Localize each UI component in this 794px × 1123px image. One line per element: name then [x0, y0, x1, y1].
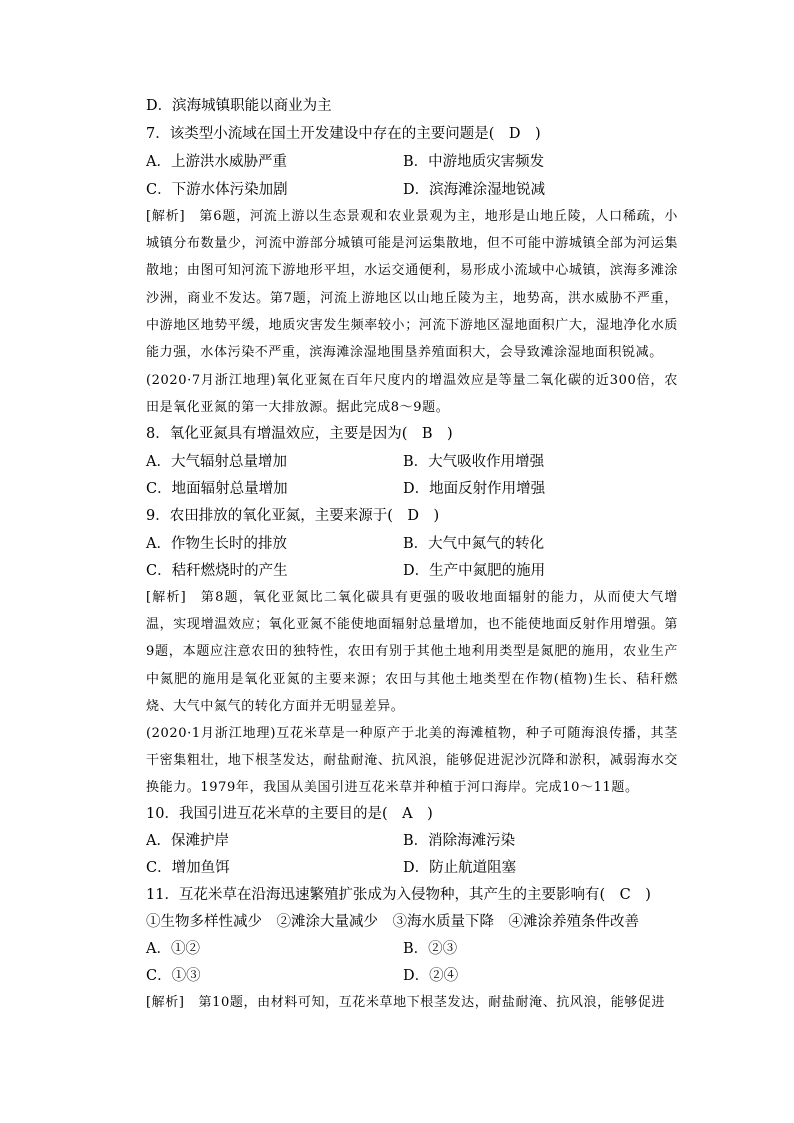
explanation-8-9 [146, 584, 678, 720]
explanation-tag: [解析] [146, 590, 187, 605]
q9-option-c: C．秸秆燃烧时的产生 [146, 563, 288, 579]
q8-option-d: D．地面反射作用增强 [403, 481, 546, 497]
explanation-10-11 [146, 989, 678, 1016]
q10-option-a: A．保滩护岸 [146, 833, 229, 849]
explanation-text: 第8题，氧化亚氮比二氧化碳具有更强的吸收地面辐射的能力，从而使大气增温，实现增温效应；氧化亚氮不能使地面辐射总量增加，也不能使地面反射作用增强。第9题，本题应注意农田的独特性，农田有别于其他土地利用类型是氮肥的施用，农业生产中氮肥的施用是氧化亚氮的主要来源；农田与其他土地类型在作物(植物)生长、秸秆燃烧、大气中氮气的转化方面并无明显差异。 [146, 590, 678, 714]
explanation-6-7 [146, 203, 678, 366]
q10-option-d: D．防止航道阻塞 [403, 860, 517, 876]
q9-stem: 9．农田排放的氧化亚氮，主要来源于( D ) [146, 508, 440, 524]
q7-option-b: B．中游地质灾害频发 [403, 154, 545, 170]
q11-option-b: B．②③ [403, 941, 458, 957]
q7-stem: 7．该类型小流域在国土开发建设中存在的主要问题是( D ) [146, 126, 541, 142]
explanation-tag: [解析] [146, 209, 186, 224]
explanation-text: 第6题，河流上游以生态景观和农业景观为主，地形是山地丘陵，人口稀疏，小城镇分布数量少，河流中游部分城镇可能是河运集散地，但不可能中游城镇全部为河运集散地；由图可知河流下游地形平坦，水运交通便利，易形成小流域中心城镇，滨海多滩涂沙洲，商业不发达。第7题，河流上游地区以山地丘陵为主，地势高，洪水威胁不严重，中游地区地势平缓，地质灾害发生频率较小；河流下游地区湿地面积广大，湿地净化水质能力强，水体污染不严重，滨海滩涂湿地围垦养殖面积大，会导致滩涂湿地面积锐减。 [146, 209, 679, 361]
q8-stem: 8．氧化亚氮具有增温效应，主要是因为( B ) [146, 426, 453, 442]
q11-option-c: C．①③ [146, 968, 201, 984]
q9-option-a: A．作物生长时的排放 [146, 536, 287, 552]
explanation-text: 第10题，由材料可知，互花米草地下根茎发达，耐盐耐淹、抗风浪，能够促进 [198, 995, 666, 1010]
q8-option-b: B．大气吸收作用增强 [403, 454, 545, 470]
q10-option-c: C．增加鱼饵 [146, 860, 230, 876]
material-text: (2020·7月浙江地理)氧化亚氮在百年尺度内的增温效应是等量二氧化碳的近300倍，农田是氧化亚氮的第一大排放源。据此完成8～9题。 [146, 373, 678, 416]
explanation-tag: [解析] [146, 995, 185, 1010]
q8-option-c: C．地面辐射总量增加 [146, 481, 288, 497]
q9-option-d: D．生产中氮肥的施用 [403, 563, 546, 579]
q9-option-b: B．大气中氮气的转化 [403, 536, 545, 552]
q11-items: ①生物多样性减少 ②滩涂大量减少 ③海水质量下降 ④滩涂养殖条件改善 [146, 914, 639, 930]
material-text: (2020·1月浙江地理)互花米草是一种原产于北美的海滩植物，种子可随海浪传播，其茎干密集粗壮，地下根茎发达，耐盐耐淹、抗风浪，能够促进泥沙沉降和淤积，减弱海水交换能力。1979年，我国从美国引进互花米草并种植于河口海岸。完成10～11题。 [146, 726, 678, 796]
q10-option-b: B．消除海滩污染 [403, 833, 516, 849]
material-nitrous-oxide [146, 367, 678, 421]
q7-option-c: C．下游水体污染加剧 [146, 182, 288, 198]
material-spartina [146, 720, 678, 802]
q8-option-a: A．大气辐射总量增加 [146, 454, 287, 470]
q11-stem: 11．互花米草在沿海迅速繁殖扩张成为入侵物种，其产生的主要影响有( C ) [146, 887, 651, 903]
q7-option-d: D．滨海滩涂湿地锐减 [403, 182, 546, 198]
q11-option-d: D．②④ [403, 968, 459, 984]
q10-stem: 10．我国引进互花米草的主要目的是( A ) [146, 806, 433, 822]
q6-option-d: D．滨海城镇职能以商业为主 [146, 98, 332, 114]
q11-option-a: A．①② [146, 941, 200, 957]
q7-option-a: A．上游洪水威胁严重 [146, 154, 287, 170]
